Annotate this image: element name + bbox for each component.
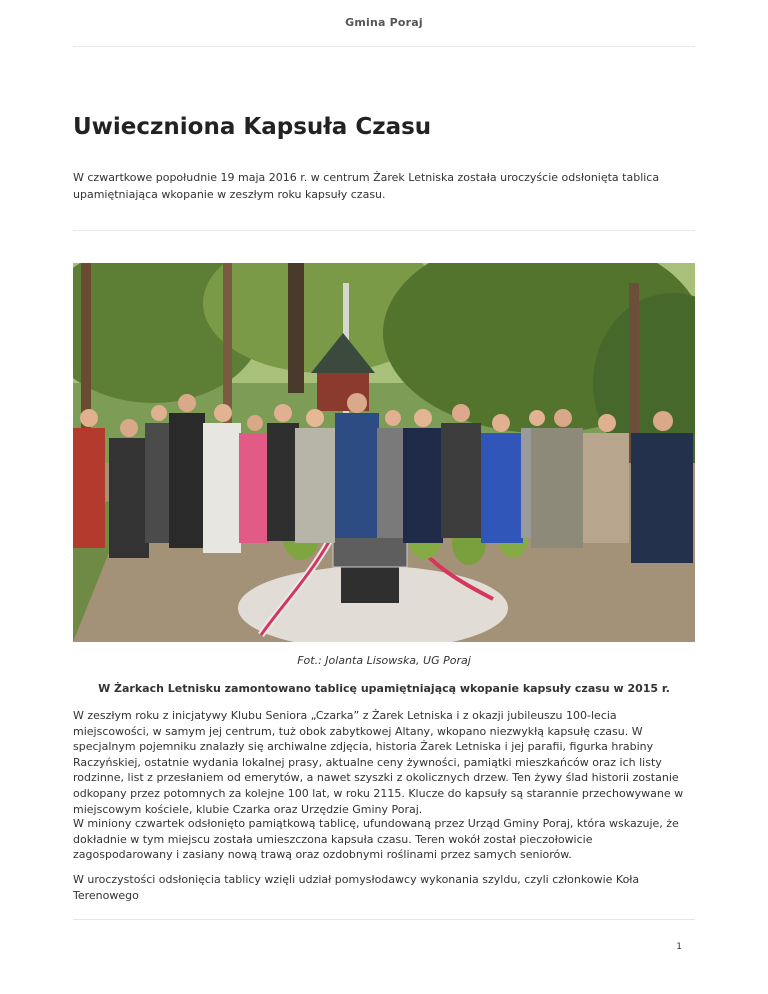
article-photo bbox=[73, 263, 695, 642]
site-header bbox=[0, 0, 768, 47]
site-name[interactable]: Gmina Poraj bbox=[345, 16, 423, 29]
photo-caption: Fot.: Jolanta Lisowska, UG Poraj bbox=[297, 654, 471, 667]
header-divider bbox=[73, 46, 695, 47]
article-lead: W czwartkowe popołudnie 19 maja 2016 r. w centrum Żarek Letniska została uroczyście odsłonięta tablica upamiętniająca wkopanie w zeszłym roku kapsuły czasu. bbox=[73, 171, 660, 201]
article-subheading: W Żarkach Letnisku zamontowano tablicę upamiętniającą wkopanie kapsuły czasu w 2015 r. bbox=[98, 682, 670, 695]
page-number: 1 bbox=[676, 942, 682, 952]
paragraph: W miniony czwartek odsłonięto pamiątkową tablicę, ufundowaną przez Urząd Gminy Poraj, która wskazuje, że dokładnie w tym miejscu została umieszczona kapsuła czasu. Teren wokół został pieczołowicie zagospodarowany i zasiany nową trawą oraz ozdobnymi roślinami przez samych seniorów. bbox=[73, 817, 679, 862]
article-title: Uwieczniona Kapsuła Czasu bbox=[73, 114, 432, 140]
footer-divider bbox=[73, 919, 695, 920]
paragraph: W uroczystości odsłonięcia tablicy wzięli udział pomysłodawcy wykonania szyldu, czyli członkowie Koła Terenowego bbox=[73, 873, 640, 902]
lead-divider bbox=[73, 230, 695, 231]
paragraph: W zeszłym roku z inicjatywy Klubu Seniora „Czarka” z Żarek Letniska i z okazji jubileuszu 100-lecia miejscowości, w samym jej centrum, tuż obok zabytkowej Altany, wkopano niezwykłą kapsułę czasu. W specjalnym pojemniku znalazły się archiwalne zdjęcia, historia Żarek Letniska i jej parafii, figurka hrabiny Raczyńskiej, ostatnie wydania lokalnej prasy, aktualne ceny żywności, pamiątki mieszkańców oraz ich listy rodzinne, list z przesłaniem od emerytów, a nawet szyszki z okolicznych drzew. Ten żywy ślad historii zostanie odkopany przez potomnych za kolejne 100 lat, w roku 2115. Klucze do kapsuły są starannie przechowywane w miejscowym kościele, klubie Czarka oraz Urzędzie Gminy Poraj. bbox=[73, 709, 684, 816]
